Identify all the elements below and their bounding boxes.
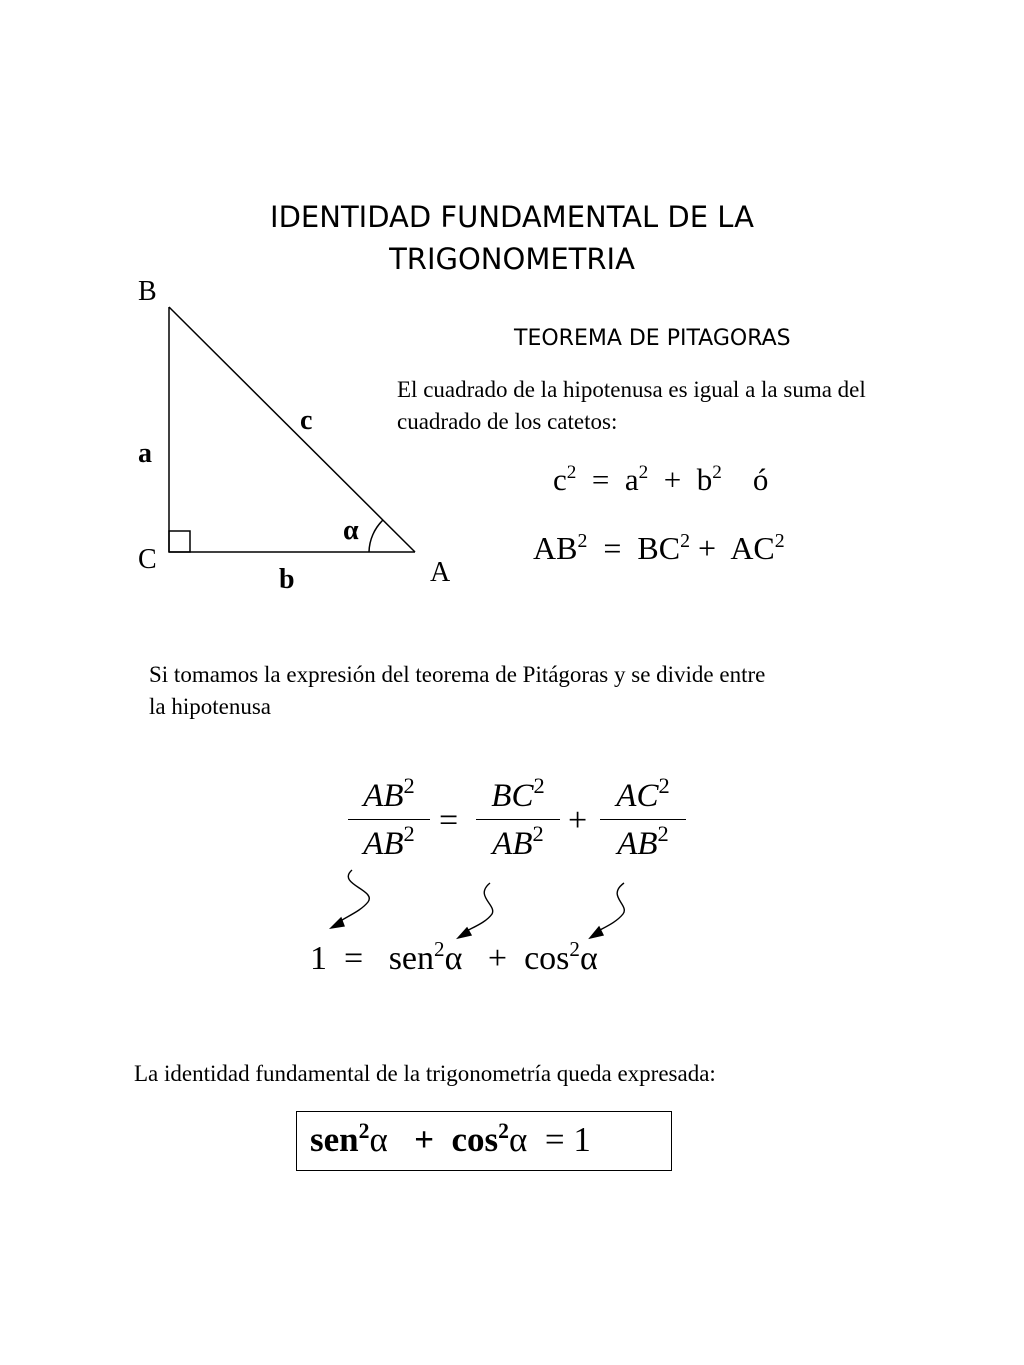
eq2-ac: AC xyxy=(730,530,775,566)
identity-sen-alpha: α xyxy=(369,1120,388,1159)
pitagoras-statement-line-1: El cuadrado de la hipotenusa es igual a la suma del xyxy=(397,377,866,402)
result-sen-exp: 2 xyxy=(434,936,445,961)
pythagoras-equation-segments xyxy=(533,530,785,567)
eq2-equals: = xyxy=(603,530,622,566)
division-explanation xyxy=(149,659,765,723)
side-b-label: b xyxy=(279,564,295,595)
side-c-label: c xyxy=(300,405,313,436)
fraction-1-den-exp: 2 xyxy=(403,820,415,846)
pitagoras-statement xyxy=(397,374,866,438)
fraction-2-numerator xyxy=(476,772,560,819)
right-angle-marker xyxy=(169,531,190,552)
fraction-3-den-text: AB xyxy=(617,826,658,862)
fraction-3-den-exp: 2 xyxy=(657,820,669,846)
fraction-3-num-text: AC xyxy=(616,778,659,814)
result-sen: sen xyxy=(388,940,435,977)
fraction-3-num-exp: 2 xyxy=(658,772,670,798)
fraction-1-num-exp: 2 xyxy=(403,772,415,798)
pythagoras-equation-letters xyxy=(553,462,768,498)
fraction-equals-sign: = xyxy=(439,802,459,839)
fraction-2-den-text: AB xyxy=(492,826,533,862)
arrow-3 xyxy=(590,883,624,938)
result-sen-alpha: α xyxy=(444,940,463,977)
eq1-b: b xyxy=(696,462,713,497)
division-explanation-line-1: Si tomamos la expresión del teorema de Pitágoras y se divide entre xyxy=(149,662,766,687)
identity-sen: sen xyxy=(310,1120,359,1159)
eq2-ab-exp: 2 xyxy=(577,529,588,552)
vertex-b-label: B xyxy=(138,276,157,307)
eq1-equals: = xyxy=(591,462,610,497)
conclusion-text: La identidad fundamental de la trigonometría queda expresada: xyxy=(134,1061,716,1086)
result-one: 1 xyxy=(310,940,327,977)
eq1-c-exp: 2 xyxy=(566,462,577,484)
pitagoras-heading: TEOREMA DE PITAGORAS xyxy=(514,326,791,351)
fraction-1-denominator xyxy=(348,819,430,867)
eq1-a-exp: 2 xyxy=(638,462,649,484)
identity-equals: = xyxy=(544,1120,565,1159)
result-cos: cos xyxy=(524,940,570,977)
result-cos-alpha: α xyxy=(579,940,598,977)
side-a-label: a xyxy=(138,438,152,469)
identity-one: 1 xyxy=(573,1120,591,1159)
identity-plus: + xyxy=(414,1120,435,1159)
eq2-bc-exp: 2 xyxy=(680,529,691,552)
eq1-plus: + xyxy=(663,462,682,497)
eq1-a: a xyxy=(624,462,639,497)
fraction-2-num-exp: 2 xyxy=(533,772,545,798)
fraction-plus-sign: + xyxy=(568,802,588,839)
fraction-2-denominator xyxy=(476,819,560,867)
eq2-bc: BC xyxy=(637,530,681,566)
fraction-ac-over-ab xyxy=(600,772,686,867)
eq2-ac-exp: 2 xyxy=(774,529,785,552)
eq2-plus: + xyxy=(698,530,717,566)
vertex-a-label: A xyxy=(430,557,451,588)
fraction-bc-over-ab xyxy=(476,772,560,867)
hypotenuse-line xyxy=(169,307,415,552)
fraction-1-numerator xyxy=(348,772,430,819)
result-equation xyxy=(310,936,598,978)
arrow-1 xyxy=(331,870,369,928)
result-equals: = xyxy=(344,940,364,977)
title-line-2: TRIGONOMETRIA xyxy=(389,242,635,276)
alpha-angle-label: α xyxy=(343,515,359,546)
identity-sen-exp: 2 xyxy=(358,1118,370,1143)
title-line-1: IDENTIDAD FUNDAMENTAL DE LA xyxy=(270,200,754,234)
fraction-1-num-text: AB xyxy=(363,778,404,814)
result-cos-exp: 2 xyxy=(569,936,580,961)
division-explanation-line-2: la hipotenusa xyxy=(149,694,271,719)
arrow-2 xyxy=(458,883,493,938)
fundamental-identity-equation xyxy=(310,1120,591,1160)
fraction-equation xyxy=(348,772,688,876)
eq1-b-exp: 2 xyxy=(712,462,722,484)
fraction-3-numerator xyxy=(600,772,686,819)
vertex-c-label: C xyxy=(138,544,157,575)
identity-cos: cos xyxy=(451,1120,499,1159)
eq1-c: c xyxy=(553,462,567,497)
result-plus: + xyxy=(487,940,508,977)
pitagoras-statement-line-2: cuadrado de los catetos: xyxy=(397,409,618,434)
fraction-3-denominator xyxy=(600,819,686,867)
eq2-ab: AB xyxy=(533,530,578,566)
fraction-2-den-exp: 2 xyxy=(532,820,544,846)
identity-cos-alpha: α xyxy=(509,1120,528,1159)
fraction-ab-over-ab xyxy=(348,772,430,867)
fraction-2-num-text: BC xyxy=(491,778,534,814)
angle-arc xyxy=(369,520,383,552)
fraction-1-den-text: AB xyxy=(363,826,404,862)
identity-cos-exp: 2 xyxy=(498,1118,510,1143)
eq1-or: ó xyxy=(752,462,769,497)
